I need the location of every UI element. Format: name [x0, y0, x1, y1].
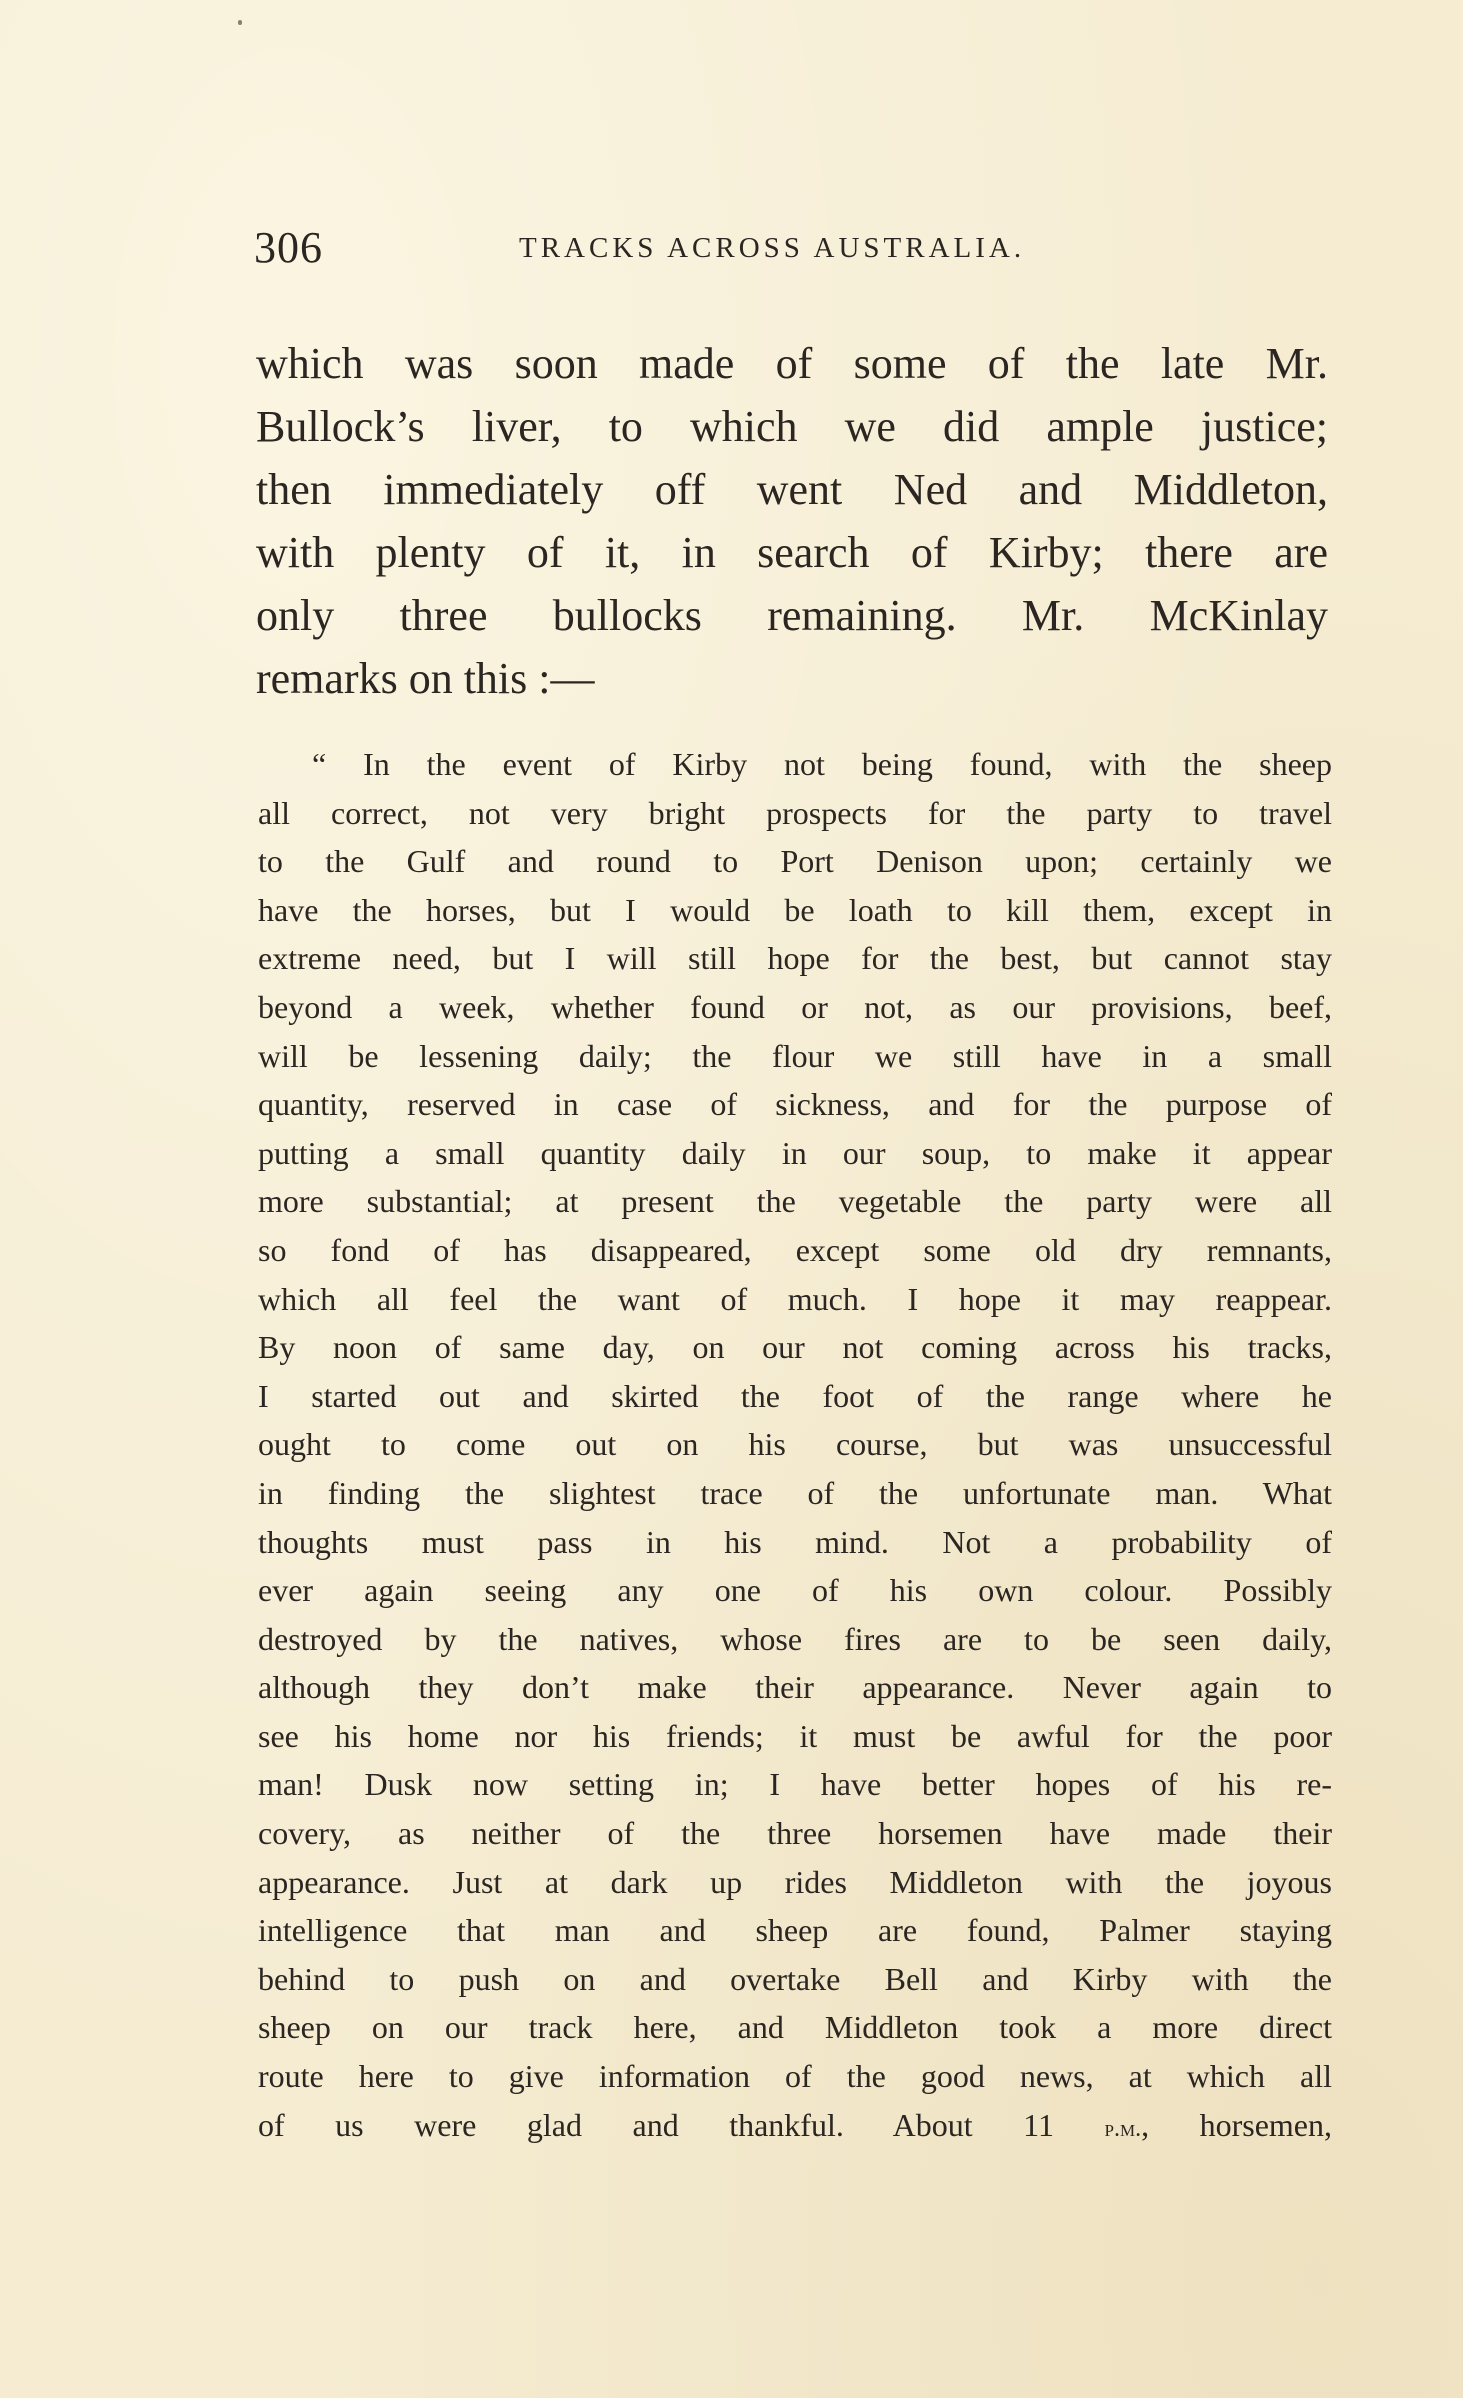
body-line: only three bullocks remaining. Mr. McKinlay — [256, 591, 1328, 640]
quote-line: route here to give information of the good news, at which all — [258, 2058, 1332, 2095]
quote-line: see his home nor his friends; it must be awful for the poor — [258, 1717, 1332, 1754]
quote-line: intelligence that man and sheep are found, Palmer staying — [258, 1912, 1332, 1949]
quote-line: have the horses, but I would be loath to kill them, except in — [258, 891, 1332, 928]
quote-line: will be lessening daily; the flour we still have in a small — [258, 1037, 1332, 1074]
quote-text: , horsemen, — [1141, 2106, 1332, 2143]
quote-line: sheep on our track here, and Middleton took a more direct — [258, 2009, 1332, 2046]
quote-line: which all feel the want of much. I hope it may reappear. — [258, 1280, 1332, 1317]
quote-line: I started out and skirted the foot of the range where he — [258, 1377, 1332, 1414]
quote-line: beyond a week, whether found or not, as our provisions, beef, — [258, 988, 1332, 1025]
quote-line: extreme need, but I will still hope for the best, but cannot stay — [258, 940, 1332, 977]
quote-line: putting a small quantity daily in our soup, to make it appear — [258, 1134, 1332, 1171]
quote-line: “ In the event of Kirby not being found, with the sheep — [312, 746, 1332, 782]
quote-line: covery, as neither of the three horsemen have made their — [258, 1815, 1332, 1852]
body-line: Bullock’s liver, to which we did ample justice; — [256, 402, 1328, 451]
quote-line: to the Gulf and round to Port Denison upon; certainly we — [258, 843, 1332, 880]
quote-line: all correct, not very bright prospects for the party to travel — [258, 794, 1332, 831]
page-number: 306 — [254, 223, 323, 272]
block-quote — [258, 740, 1332, 2149]
page-header — [254, 222, 1334, 282]
quote-line: more substantial; at present the vegetable the party were all — [258, 1183, 1332, 1220]
time-abbreviation: p.m. — [1104, 2115, 1142, 2142]
quote-line: By noon of same day, on our not coming across his tracks, — [258, 1329, 1332, 1366]
body-line: then immediately off went Ned and Middleton, — [256, 465, 1328, 514]
ink-speck — [238, 20, 242, 25]
quote-line: destroyed by the natives, whose fires are to be seen daily, — [258, 1620, 1332, 1657]
quote-line: man! Dusk now setting in; I have better hopes of his re- — [258, 1766, 1332, 1803]
quote-text: of us were glad and thankful. About 11 — [258, 2106, 1105, 2143]
body-line: which was soon made of some of the late Mr. — [256, 339, 1328, 388]
quote-line: in finding the slightest trace of the unfortunate man. What — [258, 1474, 1332, 1511]
body-paragraph — [256, 332, 1328, 710]
body-line: remarks on this :— — [256, 654, 595, 703]
quote-line: although they don’t make their appearance. Never again to — [258, 1669, 1332, 1706]
quote-line: quantity, reserved in case of sickness, and for the purpose of — [258, 1086, 1332, 1123]
quote-line: so fond of has disappeared, except some old dry remnants, — [258, 1231, 1332, 1268]
body-line: with plenty of it, in search of Kirby; there are — [256, 528, 1328, 577]
quote-line: ever again seeing any one of his own colour. Possibly — [258, 1572, 1332, 1609]
quote-line: ought to come out on his course, but was unsuccessful — [258, 1426, 1332, 1463]
quote-line-last — [258, 2101, 1332, 2150]
quote-line: appearance. Just at dark up rides Middleton with the joyous — [258, 1863, 1332, 1900]
quote-line: behind to push on and overtake Bell and Kirby with the — [258, 1960, 1332, 1997]
quote-line: thoughts must pass in his mind. Not a probability of — [258, 1523, 1332, 1560]
running-head: TRACKS ACROSS AUSTRALIA. — [519, 232, 1026, 264]
